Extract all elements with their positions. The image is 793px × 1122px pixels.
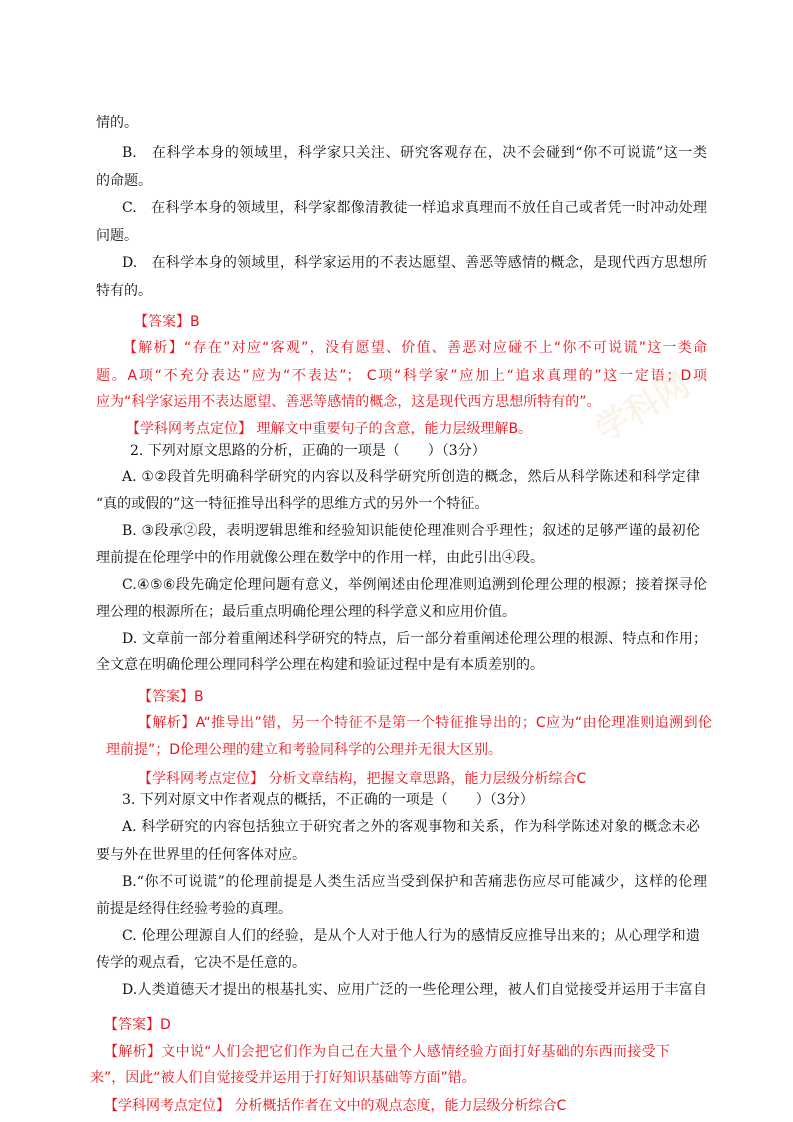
question-stem: 2. 下列对原文思路的分析，正确的一项是（ ）（3分） [130,443,486,459]
option-b-cont: 理前提在伦理学中的作用就像公理在数学中的作用一样，由此引出④段。 [96,550,544,566]
analysis-text: 来”，因此“被人们自觉接受并运用于打好知识基础等方面”错。 [90,1070,476,1086]
option-d-cont: 特有的。 [96,283,152,299]
analysis-text: 理前提”；D伦理公理的建立和考验同科学的公理并无很大区别。 [106,742,503,758]
knowledge-point: 【学科网考点定位】 分析文章结构，把握文章思路，能力层级分析综合C [138,771,587,787]
option-d: D. 文章前一部分着重阐述科学研究的特点，后一部分着重阐述伦理公理的根源、特点和作用； [122,631,707,647]
option-b-cont: 前提是经得住经验考验的真理。 [96,901,292,917]
option-c-cont: 传学的观点看，它决不是任意的。 [96,955,306,971]
answer-label: 【答案】B [134,314,200,330]
analysis-text: 应为“科学家运用不表达愿望、善恶等感情的概念，这是现代西方思想所特有的”。 [96,394,601,410]
analysis-text: 【解析】A“推导出”错，另一个特征不是第一个特征推导出的；C应为“由伦理准则追溯到伦 [138,715,712,731]
knowledge-point: 【学科网考点定位】 分析概括作者在文中的观点态度，能力层级分析综合C [104,1098,567,1114]
option-c: C. 伦理公理源自人们的经验，是从个人对于他人行为的感情反应推导出来的；从心理学和遗 [122,928,700,944]
option-c-cont: 理公理的根源所在；最后重点明确伦理公理的科学意义和应用价值。 [96,604,516,620]
option-c: C. 在科学本身的领域里，科学家都像清教徒一样追求真理而不放任自己或者凭一时冲动处理 [122,200,707,216]
option-a: A. 科学研究的内容包括独立于研究者之外的客观事物和关系，作为科学陈述对象的概念未必 [122,819,700,835]
option-b: B.“你不可说谎”的伦理前提是人类生活应当受到保护和苦痛悲伤应尽可能减少，这样的伦理 [122,874,707,890]
option-c-cont: 问题。 [96,228,138,244]
option-a-cont: 要与外在世界里的任何客体对应。 [96,847,306,863]
option-d: D. 在科学本身的领域里，科学家运用的不表达愿望、善恶等感情的概念，是现代西方思想所 [122,255,707,271]
analysis-text: 【解析】“存在”对应“客观”，没有愿望、价值、善恶对应碰不上“你不可说谎”这一类命 [123,340,707,356]
analysis-text: 【解析】文中说“人们会把它们作为自己在大量个人感情经验方面打好基础的东西而接受下 [104,1044,670,1060]
option-b: B. ③段承②段，表明逻辑思维和经验知识能使伦理准则合乎理性；叙述的足够严谨的最初伦 [122,523,700,539]
option-d: D.人类道德天才提出的根基扎实、应用广泛的一些伦理公理，被人们自觉接受并运用于丰富自 [122,982,707,998]
answer-label: 【答案】D [104,1017,171,1033]
knowledge-point: 【学科网考点定位】 理解文中重要句子的含意，能力层级理解B。 [126,421,533,437]
watermark-logo: 学科网 [588,364,697,451]
option-a-cont: “真的或假的”这一特征推导出科学的思维方式的另外一个特征。 [96,496,489,512]
option-c: C.④⑤⑥段先确定伦理问题有意义，举例阐述由伦理准则追溯到伦理公理的根源；接着探寻伦 [122,577,707,593]
option-d-cont: 全文意在明确伦理公理同科学公理在构建和验证过程中是有本质差别的。 [96,657,544,673]
option-b-cont: 的命题。 [96,173,152,189]
analysis-text: 题。A项“不充分表达”应为“不表达”； C项“科学家”应加上“追求真理的”这一定语；D项 [96,368,707,384]
option-a: A. ①②段首先明确科学研究的内容以及科学研究所创造的概念，然后从科学陈述和科学定律 [122,469,700,485]
answer-label: 【答案】B [138,689,204,705]
text-line: 情的。 [96,115,138,131]
option-b: B. 在科学本身的领域里，科学家只关注、研究客观存在，决不会碰到“你不可说谎”这一类 [122,145,707,161]
question-stem: 3. 下列对原文中作者观点的概括，不正确的一项是（ ）（3分） [122,792,534,808]
